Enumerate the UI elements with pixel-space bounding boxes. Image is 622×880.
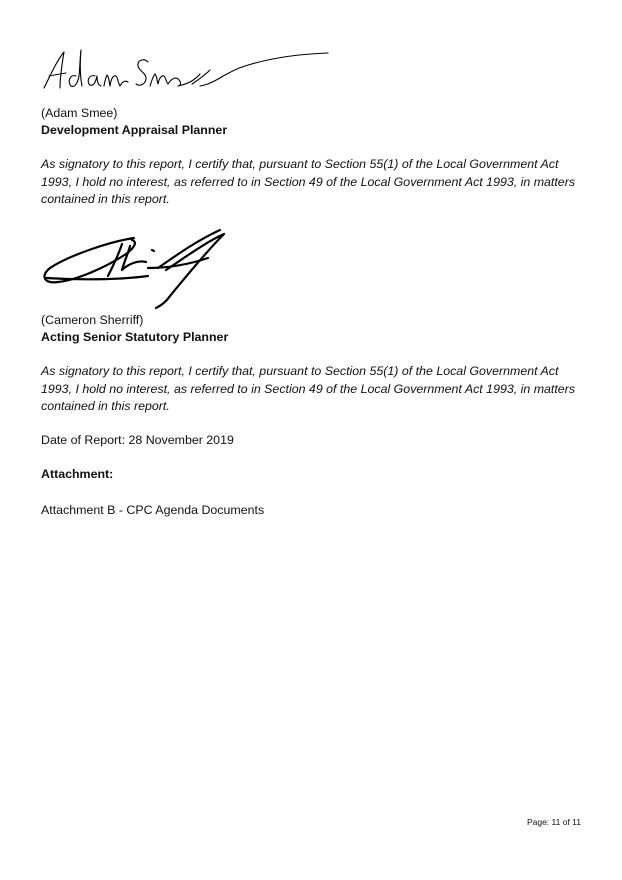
signatory-1-name: (Adam Smee): [41, 106, 118, 120]
signature-cameron-sherriff: [38, 224, 234, 310]
attachment-heading: Attachment:: [41, 467, 114, 481]
page-number: Page: 11 of 11: [526, 817, 581, 827]
signatory-2-title: Acting Senior Statutory Planner: [41, 330, 229, 344]
declaration-line: contained in this report.: [41, 192, 170, 206]
signatory-2-declaration: [41, 363, 581, 416]
signatory-2-name: (Cameron Sherriff): [41, 313, 144, 327]
declaration-line: 1993, I hold no interest, as referred to in Section 49 of the Local Government Act 1993, in matters: [41, 174, 576, 189]
signatory-1-title: Development Appraisal Planner: [41, 123, 228, 137]
declaration-line: contained in this report.: [41, 399, 170, 413]
declaration-line: As signatory to this report, I certify that, pursuant to Section 55(1) of the Local Government Act: [41, 364, 559, 378]
signature-adam-smee: [40, 46, 330, 96]
signatory-1-declaration: [41, 156, 581, 209]
declaration-line: 1993, I hold no interest, as referred to in Section 49 of the Local Government Act 1993, in matters: [41, 381, 576, 396]
attachment-item: Attachment B - CPC Agenda Documents: [41, 503, 265, 517]
declaration-line: As signatory to this report, I certify that, pursuant to Section 55(1) of the Local Government Act: [41, 157, 559, 171]
report-date: Date of Report: 28 November 2019: [41, 433, 234, 447]
